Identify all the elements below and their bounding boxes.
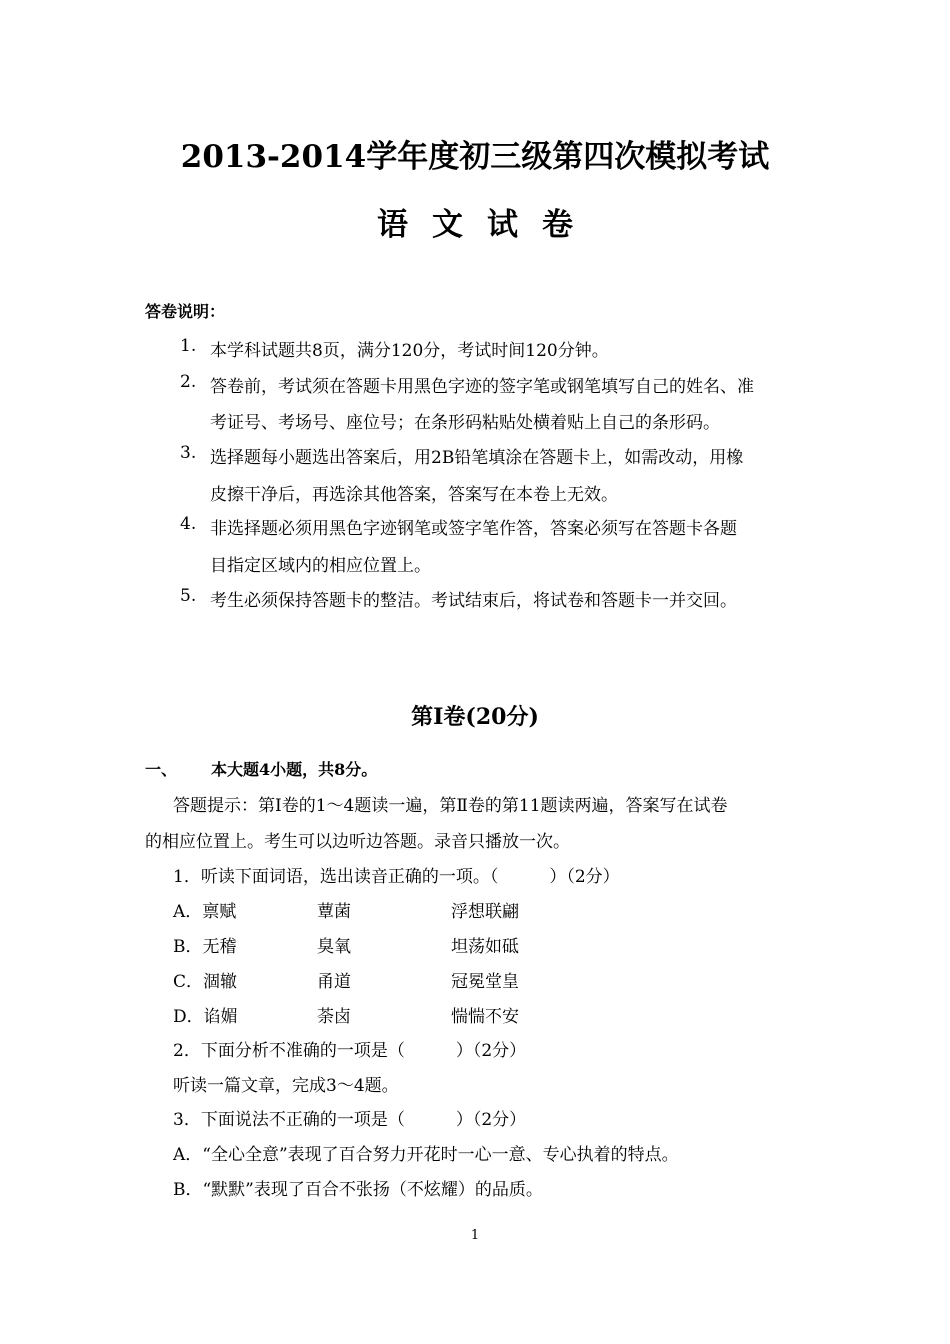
page-number: 1 bbox=[470, 1228, 480, 1243]
instruction-number: 3. bbox=[180, 443, 197, 463]
option-word: 荼卤 bbox=[317, 1007, 351, 1027]
option-row bbox=[173, 967, 773, 991]
option-idiom: 冠冕堂皇 bbox=[451, 972, 519, 992]
option-idiom: 惴惴不安 bbox=[451, 1007, 519, 1027]
listening-instruction: 听读一篇文章，完成3～4题。 bbox=[173, 1076, 399, 1096]
instruction-text: 选择题每小题选出答案后，用2B铅笔填涂在答题卡上，如需改动，用橡 bbox=[210, 448, 744, 468]
option-word: 蕈菌 bbox=[317, 902, 351, 922]
instruction-text-cont: 皮擦干净后，再选涂其他答案，答案写在本卷上无效。 bbox=[210, 485, 618, 505]
question-1: 1．听读下面词语，选出读音正确的一项。（ ）（2分） bbox=[173, 867, 620, 887]
instruction-text: 本学科试题共8页，满分120分，考试时间120分钟。 bbox=[210, 341, 609, 361]
question-3-option-b: B．“默默”表现了百合不张扬（不炫耀）的品质。 bbox=[173, 1180, 543, 1200]
instruction-number: 2. bbox=[180, 372, 197, 392]
instruction-number: 4. bbox=[180, 514, 197, 534]
question-3-option-a: A．“全心全意”表现了百合努力开花时一心一意、专心执着的特点。 bbox=[173, 1145, 679, 1165]
option-label: B．无稽 bbox=[173, 937, 237, 957]
instruction-text: 非选择题必须用黑色字迹钢笔或签字笔作答，答案必须写在答题卡各题 bbox=[210, 519, 737, 539]
instruction-number: 5. bbox=[180, 586, 197, 606]
answer-hint-line-2: 的相应位置上。考生可以边听边答题。录音只播放一次。 bbox=[145, 832, 570, 852]
instruction-text-cont: 考证号、考场号、座位号；在条形码粘贴处横着贴上自己的条形码。 bbox=[210, 413, 720, 433]
option-label: D．谄媚 bbox=[173, 1007, 238, 1027]
part-title: 本大题4小题，共8分。 bbox=[211, 760, 378, 779]
option-row bbox=[173, 897, 773, 921]
question-3: 3．下面说法不正确的一项是（ ）（2分） bbox=[173, 1110, 527, 1130]
instructions-heading: 答卷说明： bbox=[145, 302, 226, 321]
option-idiom: 坦荡如砥 bbox=[451, 937, 519, 957]
option-idiom: 浮想联翩 bbox=[451, 902, 519, 922]
section-title: 第Ⅰ卷(20分) bbox=[411, 704, 539, 730]
question-2: 2．下面分析不准确的一项是（ ）（2分） bbox=[173, 1041, 527, 1061]
option-word: 臭氧 bbox=[317, 937, 351, 957]
instruction-text-cont: 目指定区域内的相应位置上。 bbox=[210, 556, 431, 576]
option-label: A．禀赋 bbox=[173, 902, 237, 922]
option-word: 甬道 bbox=[317, 972, 351, 992]
exam-title: 2013-2014学年度初三级第四次模拟考试 bbox=[180, 139, 770, 175]
option-row bbox=[173, 1002, 773, 1026]
option-row bbox=[173, 932, 773, 956]
exam-subtitle: 语文试卷 bbox=[377, 207, 597, 243]
instruction-text: 考生必须保持答题卡的整洁。考试结束后，将试卷和答题卡一并交回。 bbox=[210, 591, 737, 611]
part-number: 一、 bbox=[145, 760, 178, 779]
option-label: C．涸辙 bbox=[173, 972, 238, 992]
answer-hint-line-1: 答题提示：第Ⅰ卷的1～4题读一遍，第Ⅱ卷的第11题读两遍，答案写在试卷 bbox=[173, 796, 728, 816]
instruction-text: 答卷前，考试须在答题卡用黑色字迹的签字笔或钢笔填写自己的姓名、准 bbox=[210, 377, 754, 397]
instruction-number: 1. bbox=[180, 336, 197, 356]
part-heading bbox=[145, 757, 378, 780]
